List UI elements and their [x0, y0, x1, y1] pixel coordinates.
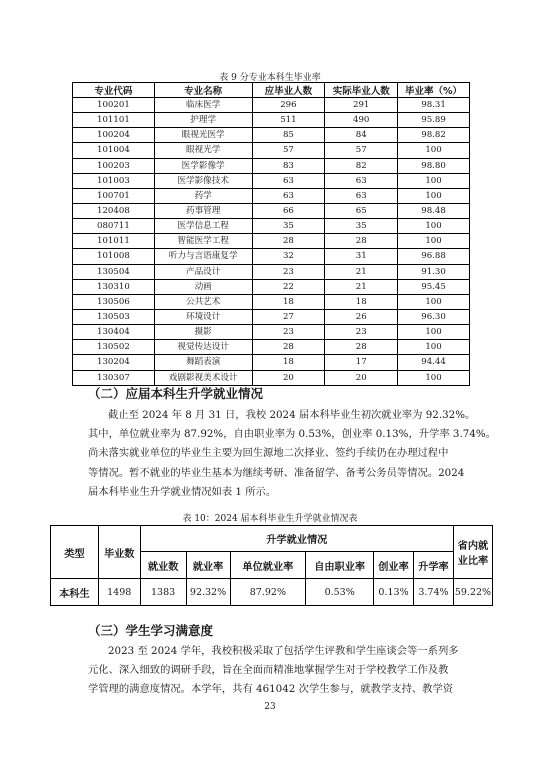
table-9-caption: 表 9 分专业本科生毕业率 [219, 73, 321, 83]
cell-expected-graduates: 32 [252, 249, 325, 264]
table-row [73, 294, 470, 309]
cell-actual-graduates: 21 [325, 264, 398, 279]
header-further-study-rate: 升学率 [413, 552, 453, 579]
cell-actual-graduates: 17 [325, 355, 398, 370]
cell-graduation-rate: 100 [398, 143, 470, 158]
cell-actual-graduates: 82 [325, 158, 398, 173]
cell-major-code: 130204 [73, 355, 155, 370]
header-major-name: 专业名称 [154, 83, 252, 98]
cell-actual-graduates: 18 [325, 294, 398, 309]
cell-major-code: 080711 [73, 219, 155, 234]
cell-major-code: 130504 [73, 264, 155, 279]
cell-major-name: 公共艺术 [154, 294, 252, 309]
table-row [73, 158, 470, 173]
table-row [73, 143, 470, 158]
cell-expected-graduates: 66 [252, 203, 325, 218]
cell-expected-graduates: 23 [252, 264, 325, 279]
cell-actual-graduates: 26 [325, 309, 398, 324]
cell-major-name: 药事管理 [154, 203, 252, 218]
header-employment-group: 升学就业情况 [140, 526, 453, 552]
header-major-code: 专业代码 [73, 83, 155, 98]
cell-expected-graduates: 18 [252, 355, 325, 370]
cell-expected-graduates: 83 [252, 158, 325, 173]
table-row [73, 309, 470, 324]
table-row [51, 579, 493, 606]
header-graduate-count: 毕业数 [98, 526, 140, 579]
cell-graduation-rate: 95.45 [398, 279, 470, 294]
cell-graduation-rate: 96.88 [398, 249, 470, 264]
cell-major-code: 130310 [73, 279, 155, 294]
paragraph-line: 2023 至 2024 学年，我校积极采取了包括学生评教和学生座谈会等一系列多 [108, 645, 459, 657]
table-row [73, 370, 470, 385]
cell-actual-graduates: 57 [325, 143, 398, 158]
cell-major-code: 100203 [73, 158, 155, 173]
cell-expected-graduates: 63 [252, 188, 325, 203]
cell-actual-graduates: 23 [325, 325, 398, 340]
cell-major-name: 视觉传达设计 [154, 340, 252, 355]
header-actual-graduates: 实际毕业人数 [325, 83, 398, 98]
section-3-heading: （三）学生学习满意度 [88, 623, 214, 638]
cell-actual-graduates: 31 [325, 249, 398, 264]
cell-graduation-rate: 100 [398, 370, 470, 385]
table-row [73, 264, 470, 279]
table-row [73, 325, 470, 340]
cell-expected-graduates: 27 [252, 309, 325, 324]
header-type: 类型 [51, 526, 99, 579]
cell-major-code: 100701 [73, 188, 155, 203]
header-in-province-rate: 省内就业比率 [453, 526, 492, 579]
cell-actual-graduates: 21 [325, 279, 398, 294]
cell-graduation-rate: 100 [398, 173, 470, 188]
cell-expected-graduates: 35 [252, 219, 325, 234]
cell-major-name: 舞蹈表演 [154, 355, 252, 370]
cell-major-code: 130506 [73, 294, 155, 309]
cell-actual-graduates: 28 [325, 234, 398, 249]
cell-major-code: 130502 [73, 340, 155, 355]
cell-startup-rate: 0.13% [374, 579, 414, 606]
cell-expected-graduates: 22 [252, 279, 325, 294]
cell-major-code: 120408 [73, 203, 155, 218]
cell-major-name: 产品设计 [154, 264, 252, 279]
header-employed-count: 就业数 [140, 552, 186, 579]
table-row [73, 219, 470, 234]
cell-graduation-rate: 98.80 [398, 158, 470, 173]
cell-major-code: 101011 [73, 234, 155, 249]
cell-in-province-rate: 59.22% [453, 579, 492, 606]
cell-major-code: 101004 [73, 143, 155, 158]
section-3-paragraph [88, 642, 472, 700]
header-freelance-rate: 自由职业率 [306, 552, 374, 579]
cell-unit-employment-rate: 87.92% [230, 579, 306, 606]
cell-graduation-rate: 100 [398, 325, 470, 340]
cell-major-code: 101003 [73, 173, 155, 188]
cell-major-name: 医学影像技术 [154, 173, 252, 188]
cell-major-code: 130503 [73, 309, 155, 324]
cell-major-name: 药学 [154, 188, 252, 203]
cell-major-code: 130307 [73, 370, 155, 385]
paragraph-line: 等情况。暂不就业的毕业生基本为继续考研、准备留学、备考公务员等情况。2024 [88, 466, 465, 479]
cell-expected-graduates: 296 [252, 98, 325, 113]
cell-major-name: 医学影像学 [154, 158, 252, 173]
paragraph-line: 尚未落实就业单位的毕业生主要为回生源地二次择业、签约手续仍在办理过程中 [88, 447, 449, 460]
cell-expected-graduates: 511 [252, 113, 325, 128]
cell-graduation-rate: 100 [398, 340, 470, 355]
cell-graduation-rate: 96.30 [398, 309, 470, 324]
paragraph-line: 截止至 2024 年 8 月 31 日，我校 2024 届本科毕业生初次就业率为 92.32%。 [108, 409, 476, 421]
page-number: 23 [264, 702, 276, 712]
cell-major-name: 眼视光学 [154, 143, 252, 158]
cell-actual-graduates: 490 [325, 113, 398, 128]
cell-major-name: 眼视光医学 [154, 128, 252, 143]
cell-further-study-rate: 3.74% [413, 579, 453, 606]
table-row [73, 188, 470, 203]
cell-major-name: 戏剧影视美术设计 [154, 370, 252, 385]
cell-graduation-rate: 98.82 [398, 128, 470, 143]
graduation-rate-table-body [73, 98, 470, 386]
table-row [73, 355, 470, 370]
employment-table [50, 525, 493, 606]
cell-graduation-rate: 91.30 [398, 264, 470, 279]
table-row [73, 234, 470, 249]
section-2-paragraph [88, 406, 496, 502]
table-row [73, 203, 470, 218]
header-startup-rate: 创业率 [374, 552, 414, 579]
cell-actual-graduates: 35 [325, 219, 398, 234]
header-unit-employment-rate: 单位就业率 [230, 552, 306, 579]
cell-major-name: 动画 [154, 279, 252, 294]
cell-expected-graduates: 18 [252, 294, 325, 309]
table-row [73, 249, 470, 264]
cell-actual-graduates: 65 [325, 203, 398, 218]
cell-major-code: 100204 [73, 128, 155, 143]
cell-major-name: 摄影 [154, 325, 252, 340]
cell-graduation-rate: 95.89 [398, 113, 470, 128]
cell-expected-graduates: 85 [252, 128, 325, 143]
table-header-row [73, 83, 470, 98]
table-row [73, 173, 470, 188]
table-row [73, 279, 470, 294]
cell-major-name: 医学信息工程 [154, 219, 252, 234]
table-row [73, 98, 470, 113]
table-row [73, 128, 470, 143]
cell-major-code: 101008 [73, 249, 155, 264]
cell-actual-graduates: 63 [325, 173, 398, 188]
cell-type: 本科生 [51, 579, 99, 606]
table-row [73, 340, 470, 355]
cell-expected-graduates: 28 [252, 340, 325, 355]
cell-actual-graduates: 28 [325, 340, 398, 355]
cell-graduation-rate: 98.31 [398, 98, 470, 113]
table-row [73, 113, 470, 128]
cell-employed-count: 1383 [140, 579, 186, 606]
cell-major-name: 听力与言语康复学 [154, 249, 252, 264]
cell-freelance-rate: 0.53% [306, 579, 374, 606]
paragraph-line: 其中，单位就业率为 87.92%，自由职业率为 0.53%，创业率 0.13%，升学率 3.74%。 [88, 428, 496, 441]
cell-actual-graduates: 84 [325, 128, 398, 143]
section-2-heading: （二）应届本科生升学就业情况 [88, 386, 264, 401]
cell-graduation-rate: 100 [398, 219, 470, 234]
header-graduation-rate: 毕业率（%） [398, 83, 470, 98]
cell-actual-graduates: 291 [325, 98, 398, 113]
header-employment-rate: 就业率 [186, 552, 230, 579]
cell-graduation-rate: 100 [398, 294, 470, 309]
cell-graduation-rate: 98.48 [398, 203, 470, 218]
cell-major-code: 130404 [73, 325, 155, 340]
cell-major-name: 护理学 [154, 113, 252, 128]
cell-expected-graduates: 28 [252, 234, 325, 249]
cell-graduation-rate: 100 [398, 188, 470, 203]
cell-expected-graduates: 57 [252, 143, 325, 158]
cell-graduation-rate: 100 [398, 234, 470, 249]
cell-major-name: 临床医学 [154, 98, 252, 113]
cell-major-code: 101101 [73, 113, 155, 128]
cell-employment-rate: 92.32% [186, 579, 230, 606]
cell-major-code: 100201 [73, 98, 155, 113]
graduation-rate-table [72, 82, 470, 386]
cell-graduation-rate: 94.44 [398, 355, 470, 370]
cell-expected-graduates: 20 [252, 370, 325, 385]
paragraph-line: 元化、深入细致的调研手段，旨在全面而精准地掌握学生对于学校教学工作及教 [88, 664, 449, 677]
cell-expected-graduates: 23 [252, 325, 325, 340]
cell-major-name: 环境设计 [154, 309, 252, 324]
cell-graduate-count: 1498 [98, 579, 140, 606]
table-10-caption: 表 10：2024 届本科毕业生升学就业情况表 [182, 514, 358, 524]
cell-major-name: 智能医学工程 [154, 234, 252, 249]
paragraph-line: 学管理的满意度情况。本学年，共有 461042 次学生参与，就教学支持、教学资 [88, 683, 454, 696]
cell-actual-graduates: 20 [325, 370, 398, 385]
header-expected-graduates: 应毕业人数 [252, 83, 325, 98]
cell-expected-graduates: 63 [252, 173, 325, 188]
employment-header-row-1 [51, 526, 493, 552]
cell-actual-graduates: 63 [325, 188, 398, 203]
paragraph-line: 届本科毕业生升学就业情况如表 1 所示。 [88, 485, 277, 498]
